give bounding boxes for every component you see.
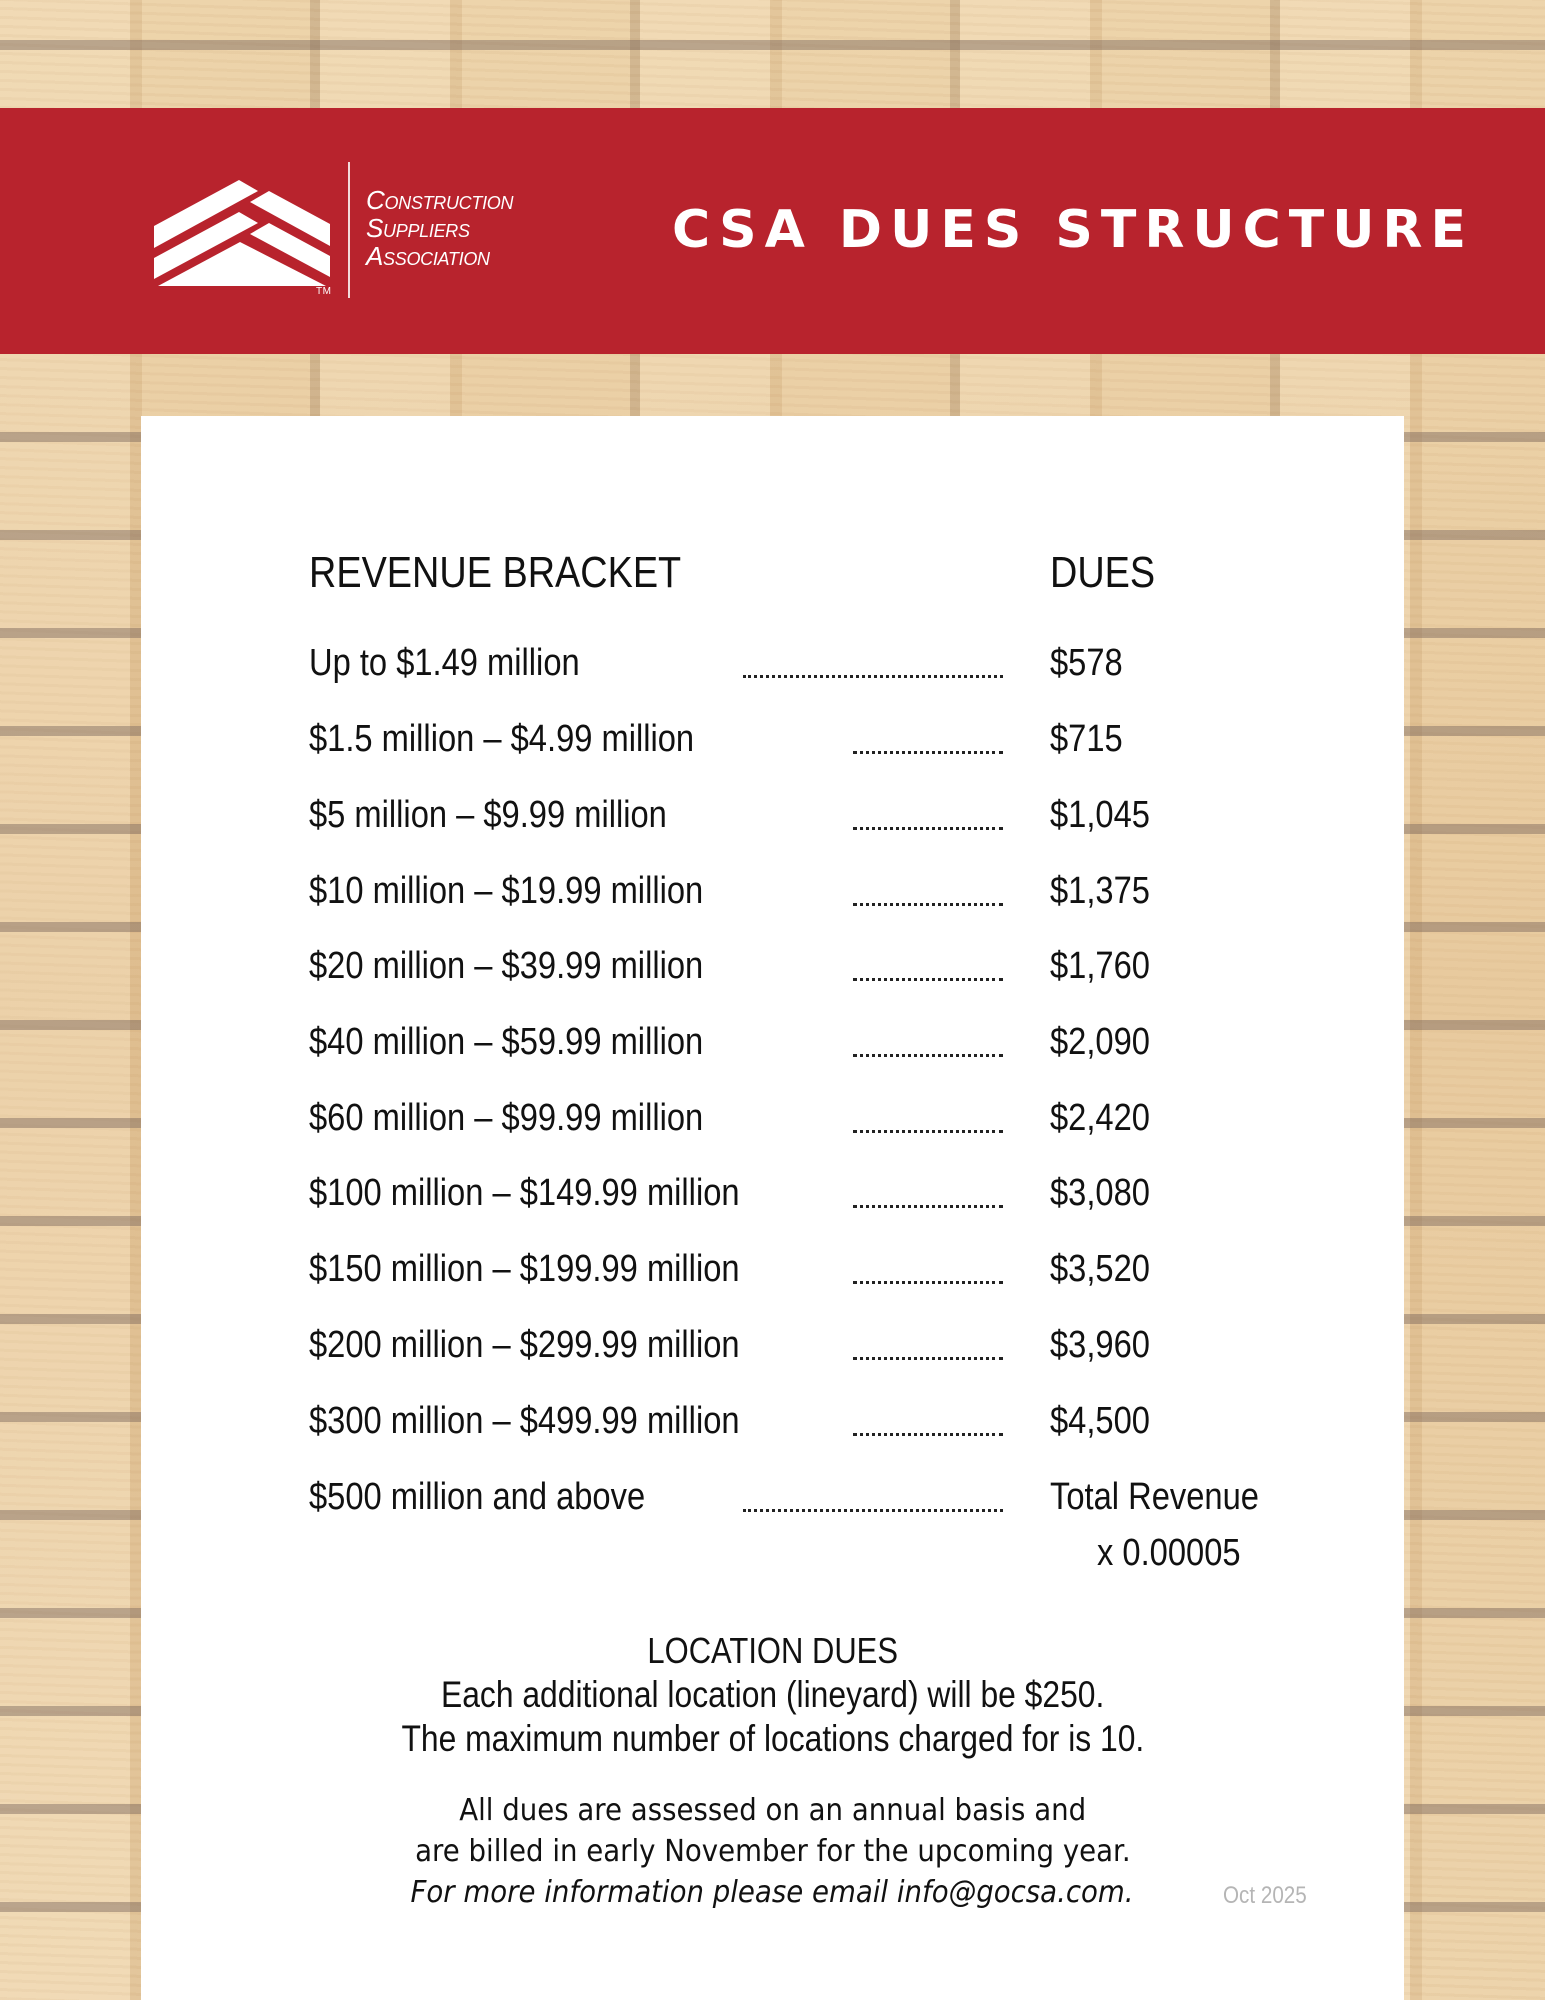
dues-amount: $2,090 [1050,1021,1150,1063]
revenue-bracket: $1.5 million – $4.99 million [309,718,695,760]
table-row [309,1097,1309,1147]
dot-leader [853,977,1003,981]
location-dues-line [141,1718,1404,1760]
dot-leader [853,1204,1003,1208]
org-name-line: Suppliers [366,213,470,243]
dues-amount: $3,520 [1050,1248,1150,1290]
dues-amount: $1,375 [1050,870,1150,912]
table-row [309,1400,1309,1450]
dot-leader [743,1508,1003,1512]
table-row [309,718,1309,768]
contact-note [141,1875,1404,1910]
dot-leader [853,826,1003,830]
dues-amount: $715 [1050,718,1123,760]
dot-leader [743,674,1003,678]
billing-note-text: All dues are assessed on an annual basis and [459,1793,1086,1828]
column-header-revenue-bracket: REVENUE BRACKET [309,548,682,597]
dues-amount: $3,960 [1050,1324,1150,1366]
dot-leader [853,1053,1003,1057]
org-name-line: Association [366,241,490,271]
dues-amount: Total Revenue [1050,1476,1259,1518]
billing-note [141,1834,1404,1869]
revenue-bracket: $20 million – $39.99 million [309,945,704,987]
revenue-bracket: $40 million – $59.99 million [309,1021,704,1063]
billing-note [141,1793,1404,1828]
revision-date: Oct 2025 [1223,1882,1307,1909]
table-row [309,1248,1309,1298]
trademark-mark: TM [316,286,332,297]
location-dues-text: Each additional location (lineyard) will be $250. [440,1674,1105,1715]
csa-logo [154,162,574,302]
dot-leader [853,750,1003,754]
revenue-bracket: $10 million – $19.99 million [309,870,704,912]
revenue-bracket: Up to $1.49 million [309,642,580,684]
dues-formula: x 0.00005 [1097,1532,1241,1574]
dot-leader [853,1129,1003,1133]
revenue-bracket: $100 million – $149.99 million [309,1172,740,1214]
contact-email-text: For more information please email info@gocsa.com. [410,1875,1135,1910]
table-row [309,1021,1309,1071]
revenue-bracket: $300 million – $499.99 million [309,1400,740,1442]
logo-divider [348,162,350,298]
dot-leader [853,1280,1003,1284]
table-row [309,794,1309,844]
location-dues-text: The maximum number of locations charged for is 10. [401,1718,1144,1759]
location-dues-title: LOCATION DUES [647,1630,898,1671]
billing-note-text: are billed in early November for the upcoming year. [414,1834,1131,1869]
location-dues-line [141,1674,1404,1716]
table-row [309,870,1309,920]
table-row [309,1172,1309,1222]
organization-name [366,186,513,270]
dues-amount: $2,420 [1050,1097,1150,1139]
roof-logo-icon [154,162,330,290]
table-row [309,945,1309,995]
revenue-bracket: $5 million – $9.99 million [309,794,667,836]
column-header-dues: DUES [1050,548,1156,597]
dot-leader [853,1356,1003,1360]
revenue-bracket: $60 million – $99.99 million [309,1097,704,1139]
table-row [309,1476,1309,1574]
org-name-line: Construction [366,185,514,215]
page-title: CSA DUES STRUCTURE [672,200,1474,260]
table-row [309,642,1309,692]
revenue-bracket: $150 million – $199.99 million [309,1248,740,1290]
dot-leader [853,902,1003,906]
revenue-bracket: $200 million – $299.99 million [309,1324,740,1366]
dues-amount: $578 [1050,642,1123,684]
dues-amount: $3,080 [1050,1172,1150,1214]
dues-amount: $1,760 [1050,945,1150,987]
revenue-bracket: $500 million and above [309,1476,646,1518]
dues-amount: $4,500 [1050,1400,1150,1442]
dot-leader [853,1432,1003,1436]
dues-amount: $1,045 [1050,794,1150,836]
location-dues-heading [141,1630,1404,1672]
table-row [309,1324,1309,1374]
